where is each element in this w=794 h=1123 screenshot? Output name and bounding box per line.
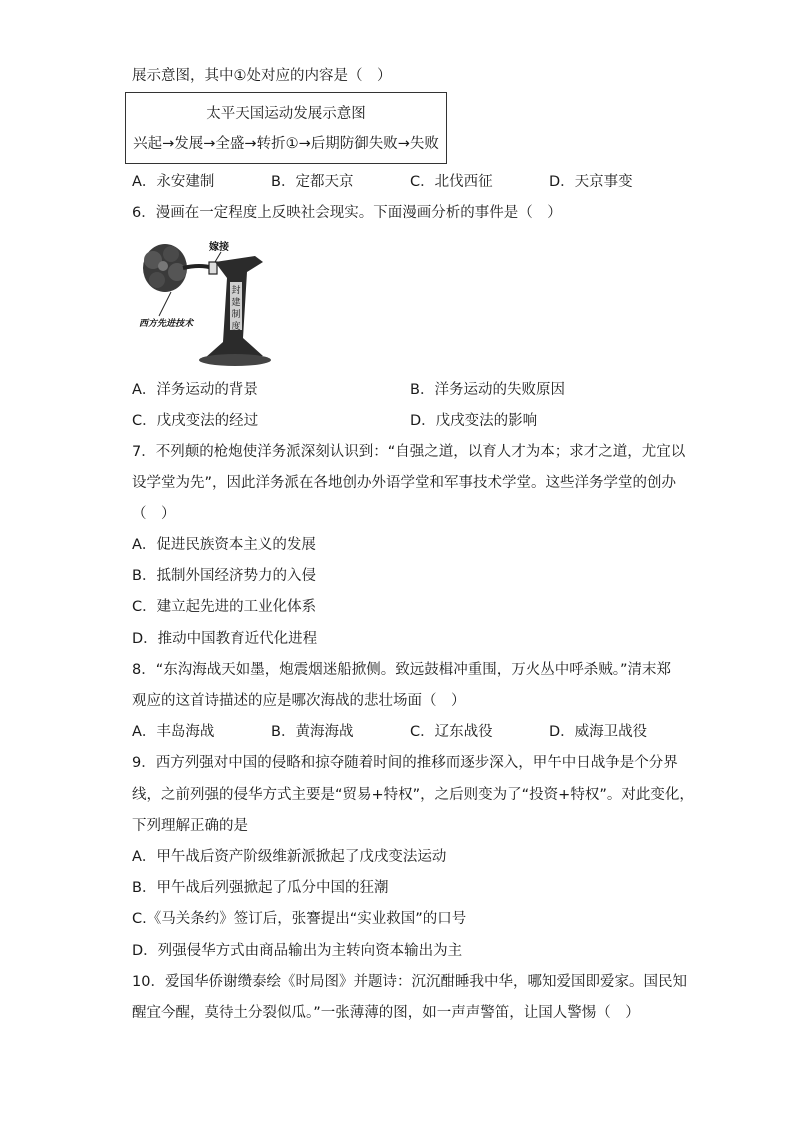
q8-option-b[interactable]: B．黄海海战: [271, 724, 354, 740]
q9-stem-line-2: 线，之前列强的侵华方式主要是“贸易+特权”，之后则变为了“投资+特权”。对此变化，: [132, 787, 694, 803]
q5-option-b[interactable]: B．定都天京: [271, 174, 354, 190]
q8-option-a[interactable]: A．丰岛海战: [132, 724, 215, 740]
q7-stem-line-2: 设学堂为先”，因此洋务派在各地创办外语学堂和军事技术学堂。这些洋务学堂的创办: [132, 475, 677, 491]
q6-option-d[interactable]: D．戊戌变法的影响: [410, 413, 538, 429]
q8-stem-line-2: 观应的这首诗描述的应是哪次海战的悲壮场面（ ）: [132, 693, 466, 709]
q6-option-c[interactable]: C．戊戌变法的经过: [132, 413, 259, 429]
q9-option-b[interactable]: B．甲午战后列强掀起了瓜分中国的狂潮: [132, 880, 389, 896]
trunk-label-char-1: 封: [231, 286, 241, 296]
graft-joint: [209, 262, 217, 274]
diagram-title: 太平天国运动发展示意图: [206, 106, 366, 122]
q10-stem-line-2: 醒宜今醒，莫待土分裂似瓜。”一张薄薄的图，如一声声警笛，让国人警惕（ ）: [132, 1005, 640, 1021]
q7-option-d[interactable]: D．推动中国教育近代化进程: [132, 631, 318, 647]
graft-label: 嫁接: [209, 242, 229, 253]
q9-stem-line-1: 9．西方列强对中国的侵略和掠夺随着时间的推移而逐步深入，甲午中日战争是个分界: [132, 755, 678, 771]
tech-label: 西方先进技术: [139, 319, 194, 329]
foliage-illustration: [143, 244, 187, 292]
q7-option-c[interactable]: C．建立起先进的工业化体系: [132, 599, 317, 615]
tech-pointer-line: [159, 292, 171, 316]
diagram-flow: 兴起→发展→全盛→转折①→后期防御失败→失败: [133, 136, 439, 152]
q5-option-a[interactable]: A．永安建制: [132, 174, 215, 190]
trunk-base: [199, 354, 271, 366]
q6-stem: 6．漫画在一定程度上反映社会现实。下面漫画分析的事件是（ ）: [132, 205, 562, 221]
q8-stem-line-1: 8．“东沟海战天如墨，炮震烟迷船掀侧。致远鼓楫冲重围，万火丛中呼杀贼。”清末郑: [132, 662, 671, 678]
q6-option-b[interactable]: B．洋务运动的失败原因: [410, 382, 565, 398]
grafting-cartoon: [135, 238, 275, 368]
q9-stem-line-3: 下列理解正确的是: [132, 818, 248, 834]
taiping-diagram-box: [125, 92, 447, 164]
q9-option-a[interactable]: A．甲午战后资产阶级维新派掀起了戊戌变法运动: [132, 849, 447, 865]
q5-option-c[interactable]: C．北伐西征: [410, 174, 493, 190]
q5-option-d[interactable]: D．天京事变: [549, 174, 633, 190]
q5-stem: 展示意图，其中①处对应的内容是（ ）: [132, 68, 392, 84]
q10-stem-line-1: 10．爱国华侨谢缵泰绘《时局图》并题诗：沉沉酣睡我中华，哪知爱国即爱家。国民知: [132, 974, 687, 990]
q6-option-a[interactable]: A．洋务运动的背景: [132, 382, 258, 398]
q7-stem-line-1: 7．不列颠的枪炮使洋务派深刻认识到：“自强之道，以育人才为本；求才之道，尤宜以: [132, 444, 686, 460]
q8-option-c[interactable]: C．辽东战役: [410, 724, 493, 740]
q9-option-c[interactable]: C.《马关条约》签订后，张謇提出“实业救国”的口号: [132, 911, 467, 927]
trunk-label-char-2: 建: [231, 298, 241, 308]
q9-option-d[interactable]: D．列强侵华方式由商品输出为主转向资本输出为主: [132, 943, 463, 959]
q8-option-d[interactable]: D．威海卫战役: [549, 724, 648, 740]
trunk-label-char-4: 度: [231, 322, 241, 332]
graft-pointer-line: [215, 252, 221, 262]
q7-stem-line-3: （ ）: [132, 506, 176, 522]
trunk-label-char-3: 制: [231, 310, 241, 320]
q7-option-b[interactable]: B．抵制外国经济势力的入侵: [132, 568, 316, 584]
q7-option-a[interactable]: A．促进民族资本主义的发展: [132, 537, 316, 553]
